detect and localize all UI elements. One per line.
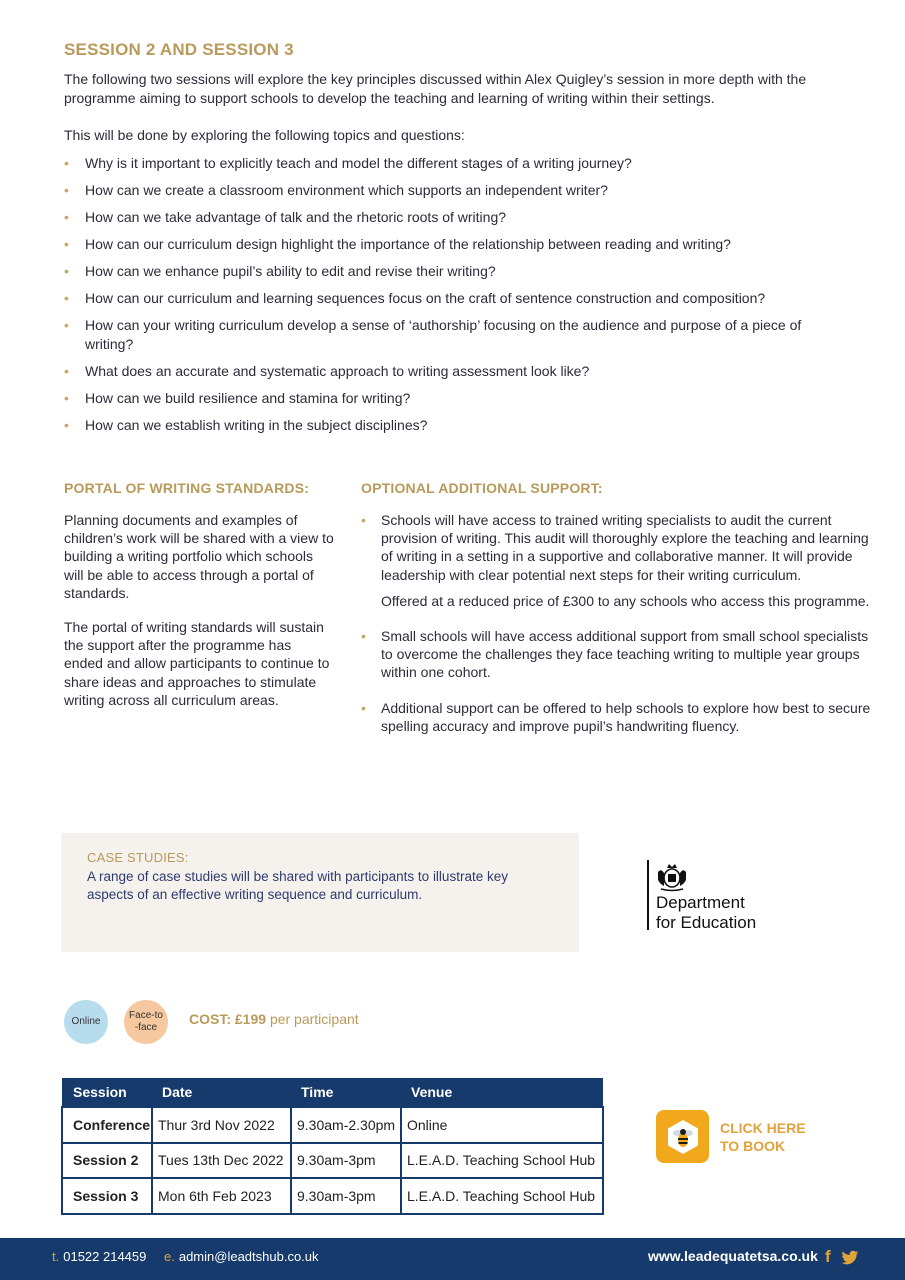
twitter-icon[interactable]: [841, 1250, 859, 1266]
question-item: • How can our curriculum design highlight the importance of the relationship between reading and writing?: [64, 235, 844, 254]
table-row: [62, 1107, 603, 1143]
venue-cell: L.E.A.D. Teaching School Hub: [401, 1143, 603, 1179]
intro-paragraph: The following two sessions will explore the key principles discussed within Alex Quigley’s session in more depth with the programme aiming to support schools to develop the teaching and learning of writing within their settings.: [64, 71, 807, 106]
optional-support-list: [361, 511, 871, 752]
face-to-face-label: Face-to -face: [129, 1010, 163, 1033]
question-list: [64, 154, 844, 443]
cost-amount: £199: [234, 1011, 267, 1027]
optional-support-item: [361, 511, 871, 610]
portal-section: [64, 511, 334, 725]
bee-icon[interactable]: [656, 1110, 709, 1163]
date-cell: Thur 3rd Nov 2022: [152, 1107, 291, 1143]
column-header-time: Time: [291, 1078, 401, 1107]
time-cell: 9.30am-2.30pm: [291, 1107, 401, 1143]
date-cell: Tues 13th Dec 2022: [152, 1143, 291, 1179]
portal-heading: PORTAL OF WRITING STANDARDS:: [64, 480, 310, 496]
question-item: • How can we take advantage of talk and the rhetoric roots of writing?: [64, 208, 844, 227]
email-address: admin@leadtshub.co.uk: [178, 1249, 319, 1264]
time-cell: 9.30am-3pm: [291, 1143, 401, 1179]
royal-crest-icon: [655, 862, 689, 892]
dfe-line-2: for Education: [656, 913, 757, 932]
schedule-table: [61, 1078, 604, 1215]
table-header-row: [62, 1078, 603, 1107]
date-cell: Mon 6th Feb 2023: [152, 1178, 291, 1214]
portal-paragraph: The portal of writing standards will sustain the support after the programme has ended and allow participants to continue to share ideas and approaches to stimulate writing across all curriculum areas.: [64, 619, 330, 708]
email-prefix: e.: [164, 1249, 175, 1264]
footer-website-link[interactable]: www.leadequatetsa.co.uk: [648, 1248, 818, 1264]
cost-suffix: per participant: [269, 1011, 359, 1027]
page-title: SESSION 2 AND SESSION 3: [64, 40, 294, 59]
question-item: • How can we establish writing in the subject disciplines?: [64, 416, 844, 435]
phone-number: 01522 214459: [63, 1249, 147, 1264]
dfe-wordmark: [656, 893, 756, 933]
question-item: • How can your writing curriculum develop a sense of ‘authorship’ focusing on the audience and purpose of a piece of writing?: [64, 316, 844, 354]
cost-label: COST:: [189, 1011, 231, 1027]
venue-cell: L.E.A.D. Teaching School Hub: [401, 1178, 603, 1214]
case-studies-box: [61, 833, 579, 952]
dfe-line-1: Department: [656, 893, 745, 912]
time-cell: 9.30am-3pm: [291, 1178, 401, 1214]
price-note: Offered at a reduced price of £300 to any schools who access this programme.: [381, 592, 870, 609]
case-studies-text: A range of case studies will be shared with participants to illustrate key aspects of an effective writing sequence and curriculum.: [87, 869, 508, 902]
book-button[interactable]: [656, 1110, 820, 1163]
session-cell: Conference: [62, 1107, 152, 1143]
question-item: • How can our curriculum and learning sequences focus on the craft of sentence construction and composition?: [64, 289, 844, 308]
session-cell: Session 2: [62, 1143, 152, 1179]
portal-paragraph: Planning documents and examples of children’s work will be shared with a view to building a writing portfolio which schools will be able to access through a portal of standards.: [64, 512, 334, 601]
question-item: • How can we build resilience and stamina for writing?: [64, 389, 844, 408]
venue-cell: Online: [401, 1107, 603, 1143]
session-cell: Session 3: [62, 1178, 152, 1214]
column-header-date: Date: [152, 1078, 291, 1107]
question-item: • What does an accurate and systematic approach to writing assessment look like?: [64, 362, 844, 381]
book-label[interactable]: [720, 1119, 820, 1155]
table-row: [62, 1178, 603, 1214]
footer-phone[interactable]: [52, 1249, 146, 1264]
optional-support-text: • Schools will have access to trained writing specialists to audit the current provision of writing. This audit will thoroughly explore the teaching and learning of writing in a setting in a supportive and collaborative manner. It will provide leadership with clear potential next steps for their writing curriculum.: [381, 512, 869, 583]
lead-paragraph: This will be done by exploring the following topics and questions:: [64, 127, 465, 143]
table-row: [62, 1143, 603, 1179]
case-studies-heading: CASE STUDIES:: [87, 850, 189, 865]
question-item: • How can we create a classroom environment which supports an independent writer?: [64, 181, 844, 200]
question-item: • Why is it important to explicitly teach and model the different stages of a writing journey?: [64, 154, 844, 173]
column-header-session: Session: [62, 1078, 152, 1107]
optional-support-heading: OPTIONAL ADDITIONAL SUPPORT:: [361, 480, 603, 496]
book-label-line-1: CLICK HERE: [720, 1119, 806, 1136]
dfe-divider: [647, 860, 649, 930]
online-badge: Online: [64, 1000, 108, 1044]
footer-email[interactable]: [164, 1249, 319, 1264]
optional-support-item: • Additional support can be offered to help schools to explore how best to secure spelling accuracy and improve pupil’s handwriting fluency.: [361, 699, 871, 735]
question-item: • How can we enhance pupil’s ability to edit and revise their writing?: [64, 262, 844, 281]
optional-support-item: • Small schools will have access additional support from small school specialists to overcome the challenges they face teaching writing to multiple year groups within one cohort.: [361, 627, 871, 682]
footer-bar: [0, 1238, 905, 1280]
column-header-venue: Venue: [401, 1078, 603, 1107]
face-to-face-badge: [124, 1000, 168, 1044]
cost-line: [189, 1011, 359, 1027]
book-label-line-2: TO BOOK: [720, 1137, 786, 1154]
phone-prefix: t.: [52, 1249, 60, 1264]
facebook-icon[interactable]: f: [825, 1247, 831, 1266]
